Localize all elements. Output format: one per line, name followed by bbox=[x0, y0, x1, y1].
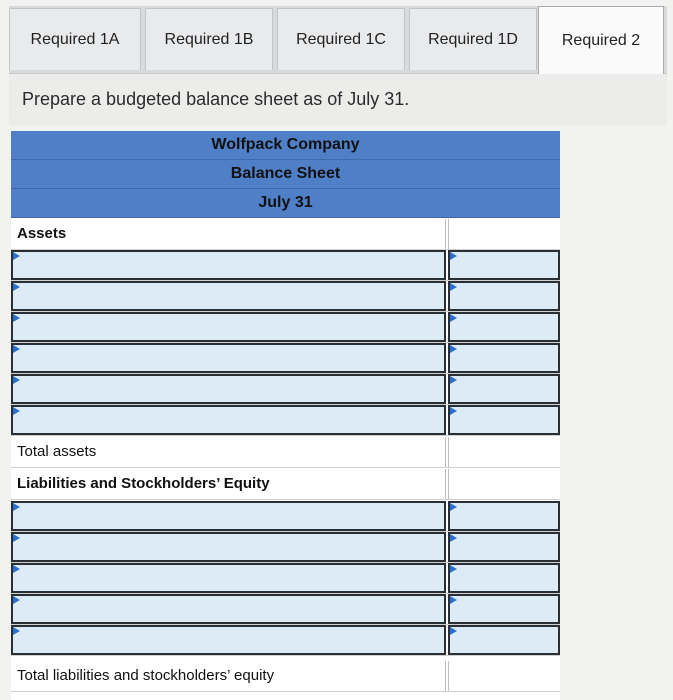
input-marker-icon bbox=[450, 565, 457, 573]
dropdown-marker-icon bbox=[13, 503, 20, 511]
asset-account-dropdown[interactable] bbox=[11, 405, 446, 435]
total-assets-label-cell bbox=[11, 437, 446, 467]
assets-amount-cell bbox=[448, 219, 560, 249]
asset-amount-input[interactable] bbox=[448, 343, 560, 373]
tab-required-2[interactable]: Required 2 bbox=[538, 6, 664, 74]
tab-required-1d[interactable]: Required 1D bbox=[409, 8, 537, 70]
tab-bar bbox=[9, 6, 667, 74]
input-marker-icon bbox=[450, 407, 457, 415]
tab-required-1a[interactable]: Required 1A bbox=[9, 8, 141, 70]
dropdown-marker-icon bbox=[13, 345, 20, 353]
total-assets-amount bbox=[448, 437, 560, 467]
liability-amount-input[interactable] bbox=[448, 532, 560, 562]
asset-account-dropdown[interactable] bbox=[11, 343, 446, 373]
input-marker-icon bbox=[450, 252, 457, 260]
total-assets-row bbox=[11, 437, 560, 468]
statement-date-header: July 31 bbox=[11, 189, 560, 218]
liabilities-heading: Liabilities and Stockholders’ Equity bbox=[17, 475, 270, 492]
asset-amount-input[interactable] bbox=[448, 405, 560, 435]
liabilities-amount-cell bbox=[448, 469, 560, 499]
assets-heading: Assets bbox=[17, 225, 67, 242]
instruction-text: Prepare a budgeted balance sheet as of July 31. bbox=[22, 89, 410, 109]
liability-amount-input[interactable] bbox=[448, 625, 560, 655]
input-marker-icon bbox=[450, 503, 457, 511]
dropdown-marker-icon bbox=[13, 376, 20, 384]
liabilities-label-cell bbox=[11, 469, 446, 499]
dropdown-marker-icon bbox=[13, 407, 20, 415]
dropdown-marker-icon bbox=[13, 283, 20, 291]
input-marker-icon bbox=[450, 283, 457, 291]
asset-input-row bbox=[11, 343, 560, 374]
liability-input-row bbox=[11, 563, 560, 594]
asset-amount-input[interactable] bbox=[448, 374, 560, 404]
asset-amount-input[interactable] bbox=[448, 250, 560, 280]
liabilities-section-row bbox=[11, 469, 560, 500]
liability-amount-input[interactable] bbox=[448, 501, 560, 531]
liability-account-dropdown[interactable] bbox=[11, 625, 446, 655]
assets-section-row bbox=[11, 219, 560, 250]
asset-input-row bbox=[11, 312, 560, 343]
asset-account-dropdown[interactable] bbox=[11, 250, 446, 280]
asset-account-dropdown[interactable] bbox=[11, 312, 446, 342]
total-liabilities-row bbox=[11, 661, 560, 692]
input-marker-icon bbox=[450, 534, 457, 542]
total-liabilities-label: Total liabilities and stockholders’ equity bbox=[17, 667, 275, 684]
liability-input-row bbox=[11, 594, 560, 625]
input-marker-icon bbox=[450, 627, 457, 635]
liability-amount-input[interactable] bbox=[448, 563, 560, 593]
input-marker-icon bbox=[450, 345, 457, 353]
dropdown-marker-icon bbox=[13, 565, 20, 573]
total-liabilities-amount bbox=[448, 661, 560, 691]
tab-required-1b[interactable]: Required 1B bbox=[145, 8, 273, 70]
dropdown-marker-icon bbox=[13, 627, 20, 635]
dropdown-marker-icon bbox=[13, 596, 20, 604]
input-marker-icon bbox=[450, 376, 457, 384]
asset-input-row bbox=[11, 250, 560, 281]
asset-input-row bbox=[11, 281, 560, 312]
company-name-header: Wolfpack Company bbox=[11, 131, 560, 160]
asset-input-row bbox=[11, 374, 560, 405]
asset-amount-input[interactable] bbox=[448, 281, 560, 311]
liability-amount-input[interactable] bbox=[448, 594, 560, 624]
asset-account-dropdown[interactable] bbox=[11, 374, 446, 404]
total-assets-label: Total assets bbox=[17, 443, 97, 460]
liability-account-dropdown[interactable] bbox=[11, 563, 446, 593]
tab-required-1c[interactable]: Required 1C bbox=[277, 8, 405, 70]
dropdown-marker-icon bbox=[13, 534, 20, 542]
total-liabilities-label-cell bbox=[11, 661, 446, 691]
asset-input-row bbox=[11, 405, 560, 436]
liability-account-dropdown[interactable] bbox=[11, 501, 446, 531]
liability-input-row bbox=[11, 625, 560, 656]
input-marker-icon bbox=[450, 596, 457, 604]
balance-sheet-table bbox=[11, 131, 560, 700]
liability-account-dropdown[interactable] bbox=[11, 532, 446, 562]
liability-input-row bbox=[11, 532, 560, 563]
statement-title-header: Balance Sheet bbox=[11, 160, 560, 189]
assets-label-cell bbox=[11, 219, 446, 249]
liability-account-dropdown[interactable] bbox=[11, 594, 446, 624]
asset-account-dropdown[interactable] bbox=[11, 281, 446, 311]
input-marker-icon bbox=[450, 314, 457, 322]
liability-input-row bbox=[11, 501, 560, 532]
asset-amount-input[interactable] bbox=[448, 312, 560, 342]
dropdown-marker-icon bbox=[13, 252, 20, 260]
dropdown-marker-icon bbox=[13, 314, 20, 322]
